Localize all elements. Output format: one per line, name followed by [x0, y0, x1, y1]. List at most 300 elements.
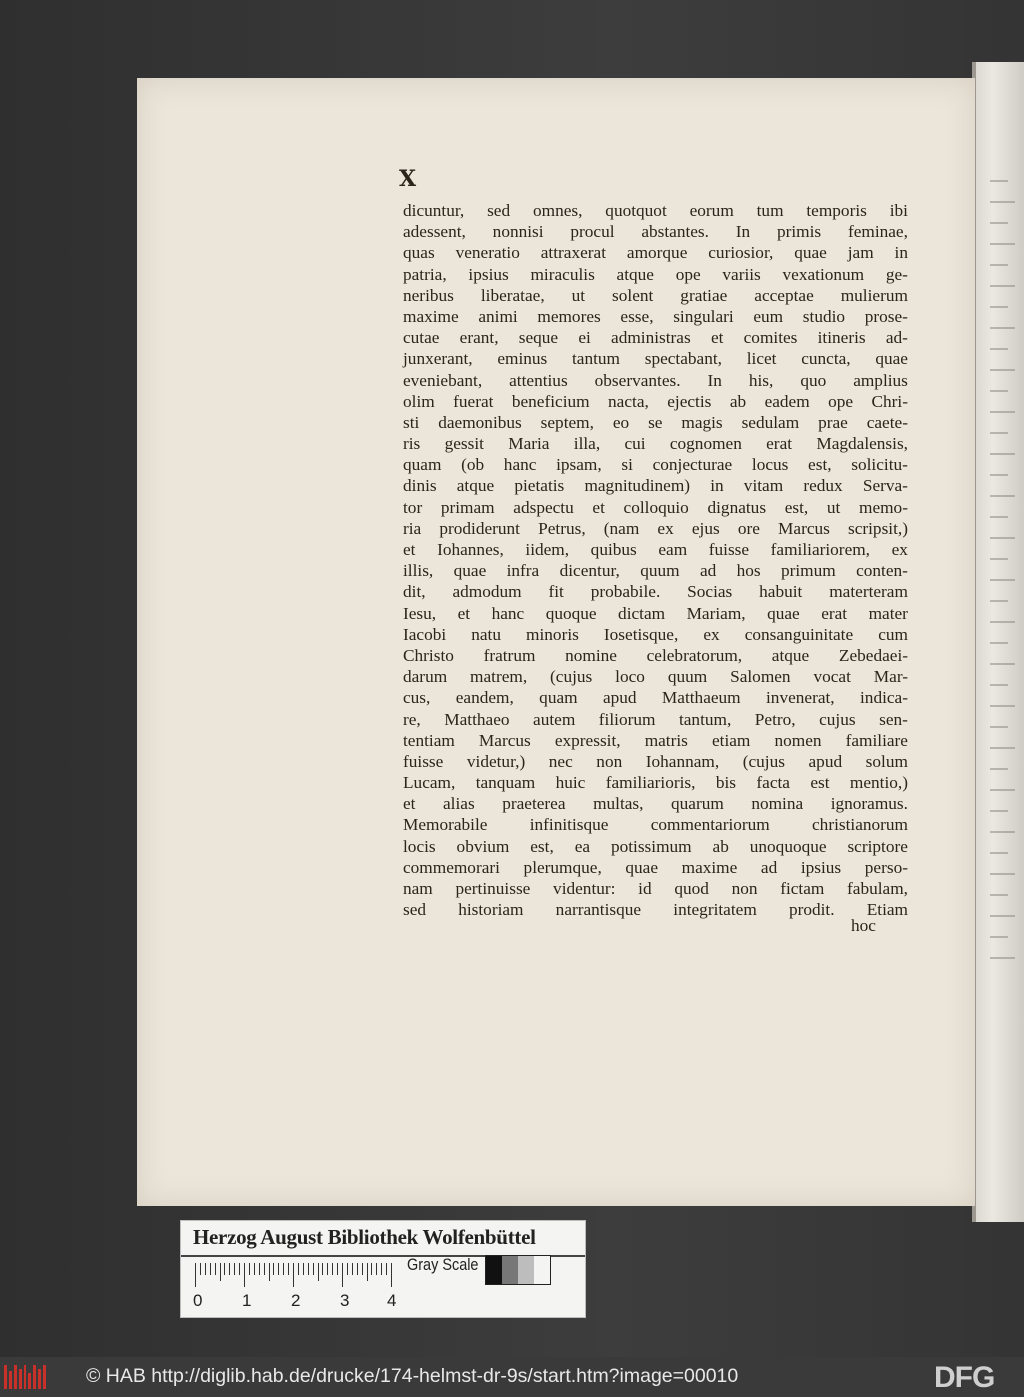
viewer-footer	[0, 1357, 1024, 1397]
word: dinis	[403, 476, 437, 496]
word: Iohannam,	[645, 751, 720, 771]
word: (cujus	[742, 751, 785, 771]
word: Mariam,	[686, 603, 746, 623]
word: infra	[506, 561, 540, 581]
word: amorque	[626, 243, 688, 263]
body-text	[403, 200, 908, 920]
word: hos	[736, 561, 761, 581]
ruler-tick	[298, 1263, 299, 1275]
word: ex	[657, 518, 674, 538]
word: caete-	[866, 412, 908, 432]
word: jam	[847, 243, 874, 263]
word: olim	[403, 391, 435, 411]
word: spectabant,	[644, 349, 722, 369]
word: magis	[681, 412, 723, 432]
word: si	[621, 455, 633, 475]
word: probabile.	[590, 582, 661, 602]
word: attentius	[509, 370, 568, 390]
word: cutae	[403, 328, 440, 348]
word: eadem	[764, 391, 810, 411]
word: ge-	[885, 264, 908, 284]
word: abstantes.	[641, 222, 709, 242]
text-line	[403, 730, 908, 751]
text-line	[403, 433, 908, 454]
word: veneratio	[455, 243, 520, 263]
word: atque	[771, 645, 810, 665]
word: tor	[403, 497, 423, 517]
text-line	[403, 793, 908, 814]
word: dictam	[618, 603, 666, 623]
ruler-tick	[303, 1263, 304, 1275]
word: est,	[784, 497, 809, 517]
word: natu	[471, 624, 501, 644]
text-line	[403, 348, 908, 369]
word: seque	[518, 328, 559, 348]
bleed-through-mark	[990, 705, 1015, 707]
word: iidem,	[525, 540, 570, 559]
word: illa,	[573, 434, 601, 454]
word: in	[710, 476, 724, 496]
word: vexationum	[782, 264, 865, 284]
word: ejectis	[667, 391, 712, 411]
word: feminae,	[847, 222, 908, 242]
word: christianorum	[812, 815, 908, 835]
word: attraxerat	[540, 243, 607, 263]
word: sti	[403, 412, 420, 432]
word: Matthaeo	[444, 709, 510, 729]
word: hanc	[491, 603, 525, 623]
ruler-tick	[332, 1263, 333, 1275]
word: quod	[674, 879, 709, 898]
word: ipsam,	[556, 455, 602, 475]
word: historiam	[458, 900, 524, 920]
ruler-scale	[195, 1263, 395, 1287]
text-line	[403, 327, 908, 348]
word: et	[592, 497, 605, 517]
word: Etiam	[866, 900, 908, 920]
text-line	[403, 412, 908, 433]
bleed-through-mark	[990, 642, 1008, 644]
word: (ob	[461, 455, 485, 475]
word: perso-	[864, 857, 908, 877]
word: Christo	[403, 645, 454, 665]
word: administras	[611, 328, 691, 348]
word: nonnisi	[492, 222, 544, 242]
ruler-tick	[239, 1263, 240, 1275]
ruler-tick	[220, 1263, 221, 1281]
word: beneficium	[511, 391, 590, 411]
word: materteram	[829, 582, 908, 602]
text-line	[403, 836, 908, 857]
ruler-tick	[210, 1263, 211, 1275]
ruler-number: 3	[340, 1291, 350, 1310]
word: Marcus	[478, 730, 531, 750]
word: eminus	[497, 349, 548, 369]
word: quum	[640, 561, 680, 581]
ruler-tick	[269, 1263, 270, 1281]
word: nomine	[565, 645, 617, 665]
word: tantum	[571, 349, 620, 369]
word: Serva-	[862, 476, 908, 496]
word: quum	[667, 667, 708, 687]
bleed-through-mark	[990, 222, 1008, 224]
word: erat	[821, 603, 848, 623]
word: quae	[794, 243, 827, 263]
word: quae	[875, 349, 908, 369]
ruler-tick	[278, 1263, 279, 1275]
ruler-tick	[215, 1263, 216, 1275]
word: daemonibus	[438, 412, 522, 432]
ruler-tick	[347, 1263, 348, 1275]
text-line	[403, 709, 908, 730]
text-line	[403, 624, 908, 645]
word: quibus	[590, 540, 637, 559]
word: nacta,	[608, 391, 649, 411]
word: potissimum	[610, 836, 692, 856]
ruler-tick	[244, 1263, 245, 1287]
bleed-through-mark	[990, 726, 1008, 728]
word: minoris	[526, 624, 579, 644]
word: Chri-	[871, 391, 908, 411]
word: Socias	[687, 582, 733, 602]
word: eorum	[689, 201, 734, 220]
word: prodit.	[788, 900, 835, 920]
word: dignatus	[707, 497, 767, 517]
word: invenerat,	[766, 688, 835, 708]
page-number: X	[399, 166, 417, 192]
word: fuisse	[708, 540, 750, 559]
word: ab	[712, 836, 729, 856]
word: miraculis	[530, 264, 595, 284]
word: commemorari	[403, 857, 500, 877]
bleed-through-mark	[990, 516, 1008, 518]
word: infinitisque	[529, 815, 609, 835]
bleed-through-mark	[990, 894, 1008, 896]
text-line	[403, 666, 908, 687]
ruler-tick	[200, 1263, 201, 1275]
gray-scale-swatch	[485, 1255, 551, 1285]
word: et	[710, 328, 724, 348]
bleed-through-mark	[990, 285, 1015, 287]
word: ipsius	[468, 264, 509, 284]
bleed-through-mark	[990, 495, 1015, 497]
ruler-tick	[371, 1263, 372, 1275]
word: cus,	[403, 688, 431, 708]
word: facta	[756, 773, 790, 793]
word: erat	[766, 434, 793, 454]
word: ad	[699, 561, 717, 581]
word: quae	[625, 857, 659, 877]
bleed-through-mark	[990, 180, 1008, 182]
word: procul	[570, 222, 615, 242]
word: atque	[616, 264, 654, 284]
word: quoque	[545, 603, 597, 623]
ruler-tick	[273, 1263, 274, 1275]
word: Magdalensis,	[816, 434, 908, 454]
word: est,	[808, 455, 832, 475]
word: his,	[748, 370, 774, 390]
text-line	[403, 391, 908, 412]
ruler-tick	[254, 1263, 255, 1275]
word: scripsit,)	[847, 518, 908, 538]
word: consanguinitate	[744, 624, 854, 644]
ruler-tick	[249, 1263, 250, 1275]
gray-patch	[486, 1256, 502, 1284]
ruler-tick	[259, 1263, 260, 1275]
word: quam	[403, 455, 442, 475]
word: (cujus	[550, 667, 593, 687]
word: observantes.	[594, 370, 681, 390]
bleed-through-mark	[990, 621, 1015, 623]
word: conjecturae	[652, 455, 733, 475]
ruler-tick	[376, 1263, 377, 1275]
word: ex	[891, 540, 908, 559]
word: sed	[403, 900, 427, 920]
word: fratrum	[483, 645, 536, 665]
word: quotquot	[605, 201, 667, 220]
gray-patch	[518, 1256, 534, 1284]
word: variis	[722, 264, 761, 284]
word: colloquio	[623, 497, 689, 517]
word: primum	[780, 561, 836, 581]
word: ore	[737, 518, 760, 538]
ruler-tick	[357, 1263, 358, 1275]
word: neribus	[403, 285, 454, 305]
word: nec	[548, 751, 573, 771]
bleed-through-mark	[990, 264, 1008, 266]
word: quas	[403, 243, 435, 263]
text-line	[403, 878, 908, 899]
ruler-tick	[322, 1263, 323, 1275]
word: gessit	[444, 434, 484, 454]
word: ex	[703, 624, 720, 644]
word: in	[894, 243, 908, 263]
word: patria,	[403, 264, 447, 284]
ruler-tick	[386, 1263, 387, 1275]
word: nam	[403, 879, 433, 898]
word: solicitu-	[851, 455, 908, 475]
bleed-through-mark	[990, 474, 1008, 476]
text-line	[403, 454, 908, 475]
word: re,	[403, 709, 421, 729]
word: adessent,	[403, 222, 466, 242]
word: Memorabile	[403, 815, 488, 835]
bleed-through-mark	[990, 957, 1015, 959]
bleed-through-mark	[990, 348, 1008, 350]
word: memores	[537, 306, 601, 326]
text-line	[403, 581, 908, 602]
word: ut	[826, 497, 841, 517]
word: Lucam,	[403, 773, 456, 793]
word: tanquam	[475, 773, 536, 793]
text-line	[403, 497, 908, 518]
word: comites	[743, 328, 798, 348]
word: atque	[456, 476, 495, 496]
bleed-through-mark	[990, 600, 1008, 602]
word: celebratorum,	[646, 645, 743, 665]
word: filiorum	[598, 709, 656, 729]
bleed-through-mark	[990, 684, 1008, 686]
word: Salomen	[730, 667, 791, 687]
word: autem	[533, 709, 576, 729]
ruler-tick	[367, 1263, 368, 1281]
word: Zebedaei-	[838, 645, 908, 665]
text-line	[403, 687, 908, 708]
word: ria	[403, 518, 422, 538]
word: Iesu,	[403, 603, 437, 623]
word: solent	[612, 285, 654, 305]
word: ejus	[691, 518, 720, 538]
word: Maria	[508, 434, 550, 454]
word: In	[707, 370, 722, 390]
word: ignoramus.	[830, 794, 908, 814]
word: ipsius	[800, 857, 842, 877]
ruler-tick	[205, 1263, 206, 1275]
word: Iohannes,	[437, 540, 504, 559]
word: eum	[753, 306, 784, 326]
word: et	[457, 603, 471, 623]
word: videntur:	[553, 879, 616, 898]
word: narrantisque	[555, 900, 642, 920]
bleed-through-mark	[990, 852, 1008, 854]
word: fictam	[780, 879, 825, 898]
word: cuncta,	[801, 349, 851, 369]
word: nomina	[751, 794, 804, 814]
word: eam	[658, 540, 688, 559]
word: est	[810, 773, 830, 793]
ruler-tick	[234, 1263, 235, 1275]
text-line	[403, 751, 908, 772]
word: Iacobi	[403, 624, 447, 644]
word: prae	[818, 412, 848, 432]
word: multas,	[593, 794, 644, 814]
word: ope	[675, 264, 701, 284]
ruler-tick	[352, 1263, 353, 1275]
text-line	[403, 518, 908, 539]
ruler-number: 2	[291, 1291, 301, 1310]
word: familiarioris,	[605, 773, 696, 793]
bleed-through-mark	[990, 747, 1015, 749]
word: darum	[403, 667, 448, 687]
word: redux	[803, 476, 843, 496]
word: nomen	[774, 730, 822, 750]
word: primis	[776, 222, 822, 242]
word: familiariorem,	[770, 540, 870, 559]
word: erant,	[459, 328, 499, 348]
ruler-number: 4	[387, 1291, 397, 1310]
word: ut	[571, 285, 586, 305]
word: habuit	[759, 582, 803, 602]
text-line	[403, 857, 908, 878]
word: eo	[612, 412, 630, 432]
text-line	[403, 539, 908, 560]
word: pertinuisse	[455, 879, 531, 898]
text-line	[403, 200, 908, 221]
word: non	[731, 879, 758, 898]
word: expressit,	[554, 730, 621, 750]
word: cognomen	[669, 434, 742, 454]
bleed-through-mark	[990, 579, 1015, 581]
bleed-through-mark	[990, 831, 1015, 833]
word: dicentur,	[559, 561, 620, 581]
word: septem,	[540, 412, 594, 432]
word: animi	[478, 306, 518, 326]
ruler-tick	[283, 1263, 284, 1275]
word: sen-	[879, 709, 908, 729]
ruler-tick	[313, 1263, 314, 1275]
word: se	[648, 412, 663, 432]
text-line	[403, 242, 908, 263]
word: singulari	[673, 306, 734, 326]
bleed-through-mark	[990, 558, 1008, 560]
word: prodiderunt	[439, 518, 520, 538]
word: ad	[760, 857, 778, 877]
word: ei	[578, 328, 591, 348]
word: omnes,	[532, 201, 583, 220]
word: fuisse	[403, 751, 444, 771]
text-line	[403, 306, 908, 327]
bleed-through-mark	[990, 810, 1008, 812]
ruler-number: 0	[193, 1291, 203, 1310]
ruler-tick	[224, 1263, 225, 1275]
bleed-through-mark	[990, 663, 1015, 665]
word: maxime	[403, 306, 459, 326]
bleed-through-mark	[990, 936, 1008, 938]
word: dit,	[403, 582, 426, 602]
word: commentariorum	[650, 815, 770, 835]
word: locus	[751, 455, 789, 475]
word: temporis	[806, 201, 867, 220]
text-line	[403, 264, 908, 285]
text-line	[403, 645, 908, 666]
word: solum	[865, 751, 908, 771]
word: locis	[403, 836, 436, 856]
ruler-tick	[327, 1263, 328, 1275]
word: fabulam,	[847, 879, 908, 898]
text-line	[403, 772, 908, 793]
word: obvium	[456, 836, 510, 856]
word: sed	[487, 201, 511, 220]
library-name: Herzog August Bibliothek Wolfenbüttel	[193, 1225, 536, 1249]
word: liberatae,	[480, 285, 545, 305]
word: praeterea	[502, 794, 566, 814]
bleed-through-mark	[990, 390, 1008, 392]
word: et	[403, 540, 416, 559]
word: In	[735, 222, 751, 242]
text-line	[403, 814, 908, 835]
word: illis,	[403, 561, 434, 581]
text-line	[403, 370, 908, 391]
word: Petro,	[754, 709, 796, 729]
ruler-tick	[337, 1263, 338, 1275]
word: alias	[443, 794, 475, 814]
word: et	[403, 794, 416, 814]
bleed-through-mark	[990, 915, 1015, 917]
word: integritatem	[673, 900, 757, 920]
copyright-url: © HAB http://diglib.hab.de/drucke/174-helmst-dr-9s/start.htm?image=00010	[86, 1365, 739, 1387]
word: magnitudinem)	[584, 476, 691, 496]
word: etiam	[711, 730, 751, 750]
word: cui	[624, 434, 646, 454]
text-line	[403, 603, 908, 624]
gray-scale-label: Gray Scale	[407, 1255, 479, 1274]
bleed-through-mark	[990, 432, 1008, 434]
word: indica-	[860, 688, 908, 708]
dfg-logo: DFG	[934, 1361, 995, 1394]
ruler-tick	[318, 1263, 319, 1281]
word: curiosior,	[708, 243, 774, 263]
bleed-through-mark	[990, 243, 1015, 245]
